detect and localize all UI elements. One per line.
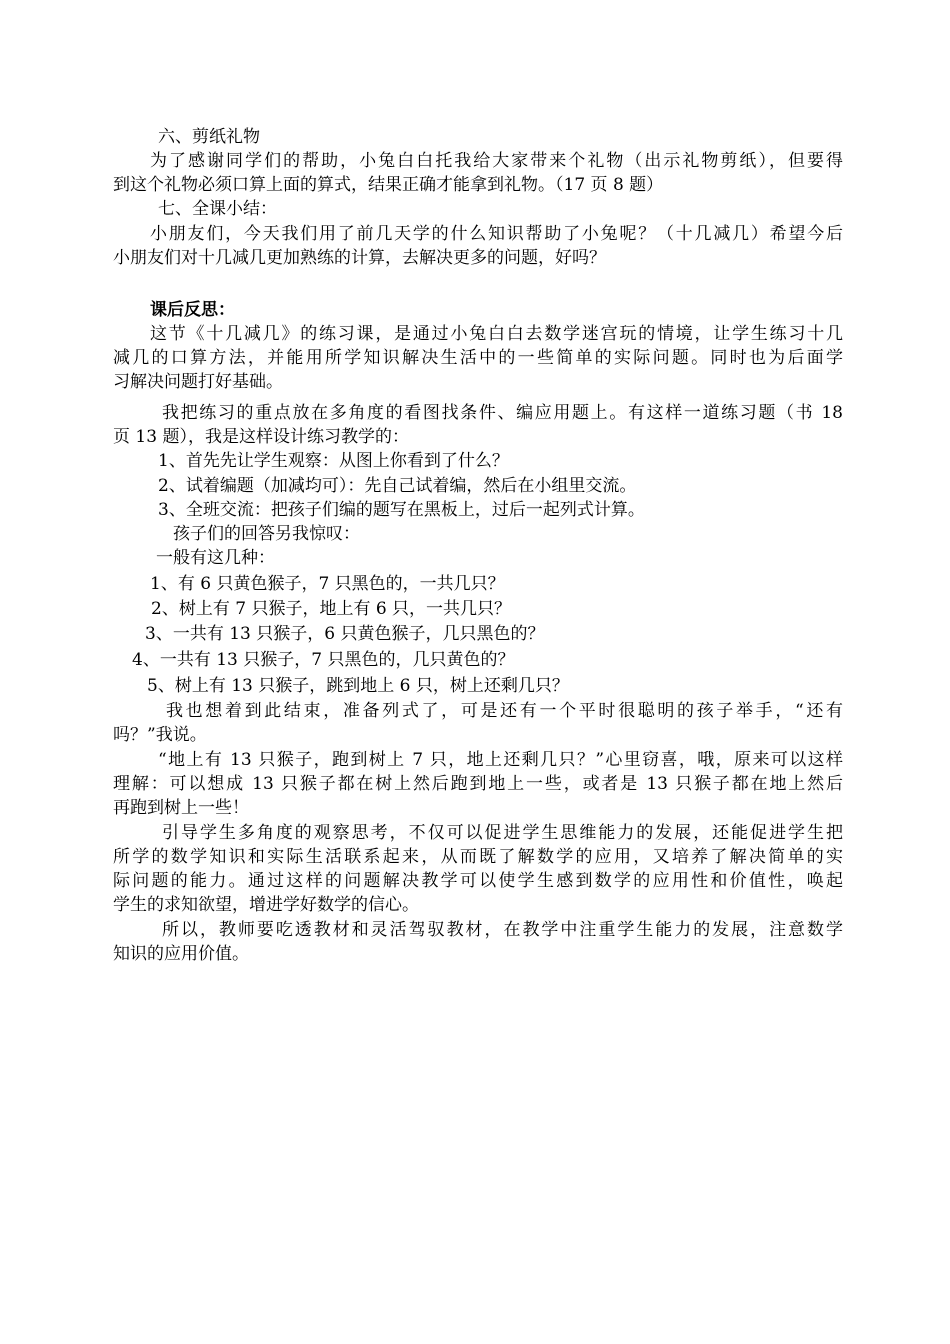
section-6-heading: 六、剪纸礼物 — [158, 127, 260, 147]
section-6-line-2: 到这个礼物必须口算上面的算式，结果正确才能拿到礼物。（17 页 8 题） — [113, 175, 664, 195]
section-7-heading: 七、全课小结： — [158, 199, 277, 219]
reflection-p5-line-1: 引导学生多角度的观察思考，不仅可以促进学生思维能力的发展，还能促进学生把 — [162, 823, 843, 843]
reflection-p1-line-3: 习解决问题打好基础。 — [113, 372, 283, 392]
reflection-p1-line-1: 这节《十几减几》的练习课，是通过小兔白白去数学迷宫玩的情境，让学生练习十几 — [150, 324, 843, 344]
kind-4: 4、一共有 13 只猴子，7 只黑色的，几只黄色的？ — [132, 650, 515, 670]
step-2: 2、试着编题（加减均可）：先自己试着编，然后在小组里交流。 — [158, 476, 637, 496]
kind-3: 3、一共有 13 只猴子，6 只黄色猴子，几只黑色的？ — [145, 624, 545, 644]
reflection-p6-line-1: 所以，教师要吃透教材和灵活驾驭教材，在教学中注重学生能力的发展，注意数学 — [162, 920, 843, 940]
reflection-p4-line-3: 再跑到树上一些！ — [113, 798, 249, 818]
reflection-p2-line-1: 我把练习的重点放在多角度的看图找条件、编应用题上。有这样一道练习题（书 18 — [162, 403, 843, 423]
step-3: 3、全班交流：把孩子们编的题写在黑板上，过后一起列式计算。 — [158, 500, 645, 520]
reflection-p6-line-2: 知识的应用价值。 — [113, 944, 249, 964]
kind-1: 1、有 6 只黄色猴子，7 只黑色的，一共几只？ — [150, 574, 505, 594]
reflection-heading: 课后反思： — [150, 300, 235, 320]
reflection-p4-line-2: 理解：可以想成 13 只猴子都在树上然后跑到地上一些，或者是 13 只猴子都在地上然后 — [113, 774, 843, 794]
reflection-p5-line-3: 际问题的能力。通过这样的问题解决教学可以使学生感到数学的应用性和价值性，唤起 — [113, 871, 843, 891]
surprise-line: 孩子们的回答另我惊叹： — [173, 524, 360, 544]
kind-2: 2、树上有 7 只猴子，地上有 6 只，一共几只？ — [151, 599, 512, 619]
kinds-intro: 一般有这几种： — [156, 548, 275, 568]
reflection-p1-line-2: 减几的口算方法，并能用所学知识解决生活中的一些简单的实际问题。同时也为后面学 — [113, 348, 843, 368]
reflection-p2-line-2: 页 13 题），我是这样设计练习教学的： — [113, 427, 409, 447]
section-7-line-1: 小朋友们，今天我们用了前几天学的什么知识帮助了小兔呢？（十几减几）希望今后 — [150, 224, 843, 244]
reflection-p3-line-1: 我也想着到此结束，准备列式了，可是还有一个平时很聪明的孩子举手，“还有 — [166, 701, 843, 721]
reflection-p4-line-1: “地上有 13 只猴子，跑到树上 7 只，地上还剩几只？”心里窃喜，哦，原来可以这样 — [158, 750, 843, 770]
kind-5: 5、树上有 13 只猴子，跳到地上 6 只，树上还剩几只？ — [147, 676, 569, 696]
section-7-line-2: 小朋友们对十几减几更加熟练的计算，去解决更多的问题，好吗？ — [113, 248, 606, 268]
reflection-p5-line-4: 学生的求知欲望，增进学好数学的信心。 — [113, 895, 419, 915]
section-6-line-1: 为了感谢同学们的帮助，小兔白白托我给大家带来个礼物（出示礼物剪纸），但要得 — [150, 151, 843, 171]
reflection-p5-line-2: 所学的数学知识和实际生活联系起来，从而既了解数学的应用，又培养了解决简单的实 — [113, 847, 843, 867]
step-1: 1、首先先让学生观察：从图上你看到了什么？ — [158, 451, 509, 471]
reflection-p3-line-2: 吗？”我说。 — [113, 725, 207, 745]
